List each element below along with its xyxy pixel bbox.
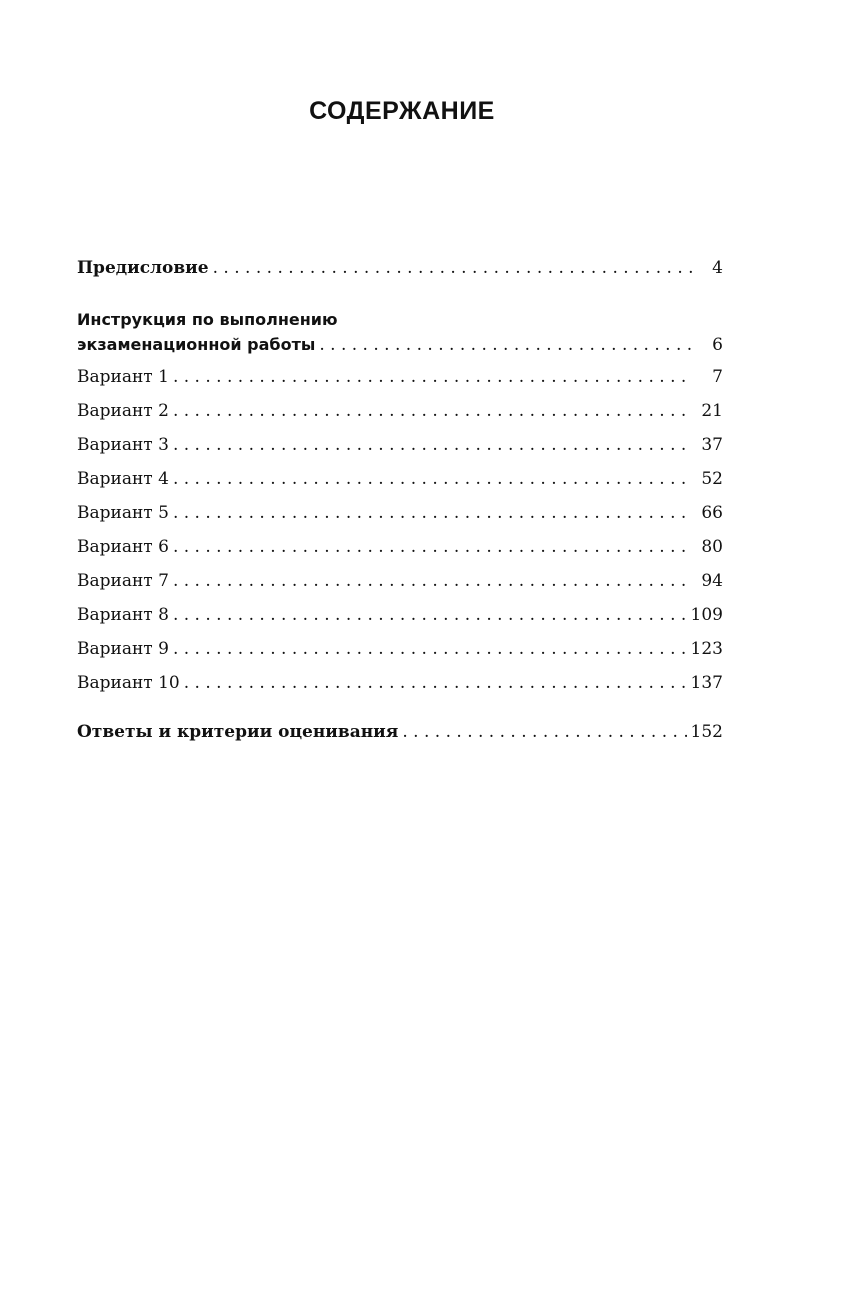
toc-entry-page: 137 [690,673,723,693]
toc-entry-page: 37 [701,435,723,455]
toc-entry-page: 52 [701,469,723,489]
toc-entry-label: Вариант 9 [77,639,169,659]
toc-entry-label: Вариант 7 [77,571,169,591]
toc-entry-answers[interactable] [77,722,723,746]
toc-entry-page: 4 [712,258,723,278]
toc-entry-page: 21 [701,401,723,421]
toc-entry-page: 80 [701,537,723,557]
toc-entry-page: 109 [690,605,723,625]
toc-entry-page: 94 [701,571,723,591]
dot-leader [173,639,687,659]
toc-entry-label: Вариант 10 [77,673,180,693]
toc-entry-page: 152 [690,722,723,742]
toc-entry-instructions[interactable] [77,335,723,359]
toc-entry-variant-1[interactable] [77,367,723,391]
toc-entry-page: 7 [712,367,723,387]
dot-leader [213,258,693,278]
toc-entry-label: Предисловие [77,258,209,278]
dot-leader [173,401,693,421]
toc-entry-variant-9[interactable] [77,639,723,663]
toc-entry-page: 123 [690,639,723,659]
toc-entry-label: Ответы и критерии оценивания [77,722,399,742]
toc-entry-label: Вариант 6 [77,537,169,557]
toc-entry-variant-5[interactable] [77,503,723,527]
toc-entry-label: Вариант 1 [77,367,169,387]
toc-entry-label: Вариант 2 [77,401,169,421]
dot-leader [173,469,693,489]
toc-entry-label: экзаменационной работы [77,335,316,354]
toc-entry-page: 6 [712,335,723,355]
toc-entry-label-line1: Инструкция по выполнению [77,310,338,329]
toc-entry-page: 66 [701,503,723,523]
dot-leader [319,335,693,355]
dot-leader [402,722,686,742]
toc-entry-variant-4[interactable] [77,469,723,493]
toc-entry-variant-3[interactable] [77,435,723,459]
toc-entry-variant-8[interactable] [77,605,723,629]
toc-entry-variant-7[interactable] [77,571,723,595]
toc-entry-label: Вариант 5 [77,503,169,523]
page-title: СОДЕРЖАНИЕ [309,97,495,125]
toc-entry-preface[interactable] [77,258,723,282]
toc-entry-variant-10[interactable] [77,673,723,697]
dot-leader [173,571,693,591]
dot-leader [173,605,687,625]
toc-entry-label: Вариант 8 [77,605,169,625]
dot-leader [184,673,687,693]
dot-leader [173,537,693,557]
toc-entry-label: Вариант 3 [77,435,169,455]
toc-entry-label: Вариант 4 [77,469,169,489]
dot-leader [173,435,693,455]
toc-entry-variant-6[interactable] [77,537,723,561]
dot-leader [173,367,693,387]
toc-entry-variant-2[interactable] [77,401,723,425]
dot-leader [173,503,693,523]
